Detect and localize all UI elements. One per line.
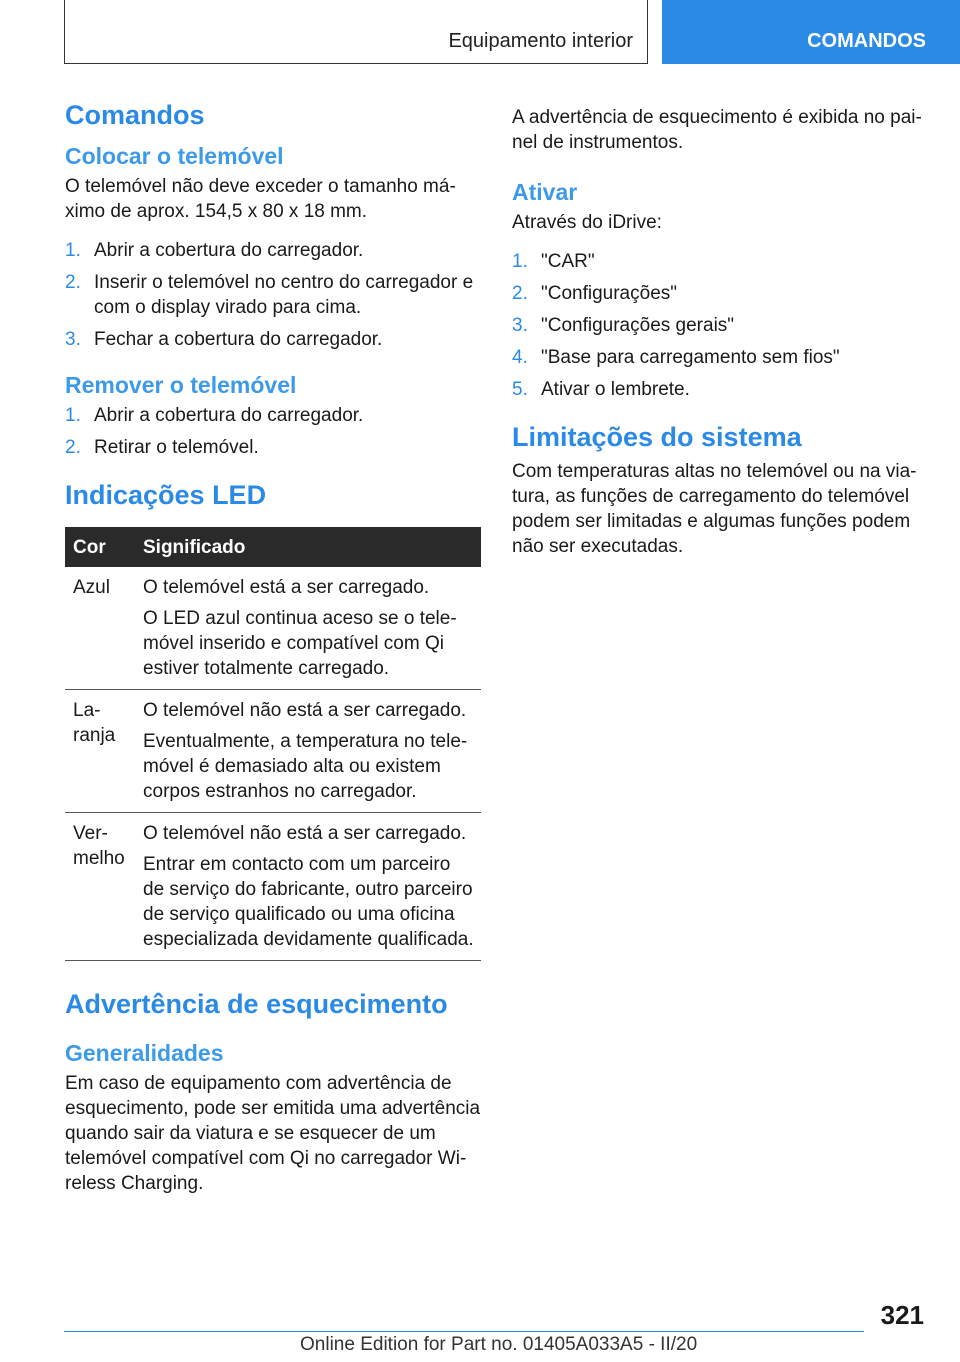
header-chapter-tab [662,0,960,64]
list-item: 5. Ativar o lembrete. [512,379,690,400]
generalidades-text: Em caso de equipamento com advertência de esquecimento, pode ser emitida uma advertência quando sair da viatura e se esquecer de um telemóvel compatível com Qi no carregador Wireless Charging. [65,1073,481,1194]
list-item: 3. Fechar a cobertura do carregador. [65,329,383,350]
left-column [65,100,481,1196]
list-item: 4. "Base para carregamento sem fios" [512,347,840,368]
heading-generalidades: Generalidades [65,1040,224,1066]
table-cell-cor: Vermelho [65,813,135,961]
table-row [65,813,481,961]
header-chapter-title: COMANDOS [807,30,926,52]
table-cell-cor: Azul [65,567,135,690]
table-cell-significado: O telemóvel não está a ser carregado. Eventualmente, a temperatura no telemóvel é demasiado alta ou existem corpos estranhos no carregador. [135,690,481,813]
ativar-text: Através do iDrive: [512,212,662,233]
colocar-steps [65,238,481,352]
table-row [65,567,481,690]
list-item: 2. "Configurações" [512,283,678,304]
table-cell-significado: O telemóvel está a ser carregado. O LED azul continua aceso se o telemóvel inserido e compatível com Qi estiver totalmente carregado. [135,567,481,690]
table-cell-significado: O telemóvel não está a ser carregado. Entrar em contacto com um parceiro de serviço do fabricante, outro parceiro de serviço qualificado ou uma oficina especializada devidamente qualificada. [135,813,481,961]
colocar-text: O telemóvel não deve exceder o tamanho máximo de aprox. 154,5 x 80 x 18 mm. [65,176,456,222]
list-item: 1. Abrir a cobertura do carregador. [65,240,364,261]
footer-edition: Online Edition for Part no. 01405A033A5 - II/20 [300,1334,698,1355]
list-item: 1. "CAR" [512,251,595,272]
limitacoes-text: Com temperaturas altas no telemóvel ou na viatura, as funções de carregamento do telemóvel podem ser limitadas e algumas funções podem não ser executadas. [512,461,917,557]
table-header-significado: Significado [135,527,481,567]
ativar-steps [512,249,922,402]
list-item: 1. Abrir a cobertura do carregador. [65,405,364,426]
header-section-box [64,0,648,64]
list-item: 2. Retirar o telemóvel. [65,437,259,458]
footer-divider [64,1331,864,1332]
heading-advertencia: Advertência de esquecimento [65,989,448,1019]
page-number: 321 [880,1300,924,1330]
right-column [512,100,922,559]
table-row [65,690,481,813]
table-cell-cor: Laranja [65,690,135,813]
list-item: 3. "Configurações gerais" [512,315,735,336]
heading-ativar: Ativar [512,179,578,205]
heading-led: Indicações LED [65,480,267,510]
heading-comandos: Comandos [65,100,205,130]
header-section-title: Equipamento interior [448,30,633,52]
led-table [65,527,481,961]
advertencia-intro: A advertência de esquecimento é exibida no painel de instrumentos. [512,107,922,153]
heading-remover: Remover o telemóvel [65,372,297,398]
heading-colocar: Colocar o telemóvel [65,143,284,169]
list-item: 2. Inserir o telemóvel no centro do carregador e com o display virado para cima. [65,272,474,318]
table-header-cor: Cor [65,527,135,567]
remover-steps [65,403,481,460]
heading-limitacoes: Limitações do sistema [512,422,802,452]
